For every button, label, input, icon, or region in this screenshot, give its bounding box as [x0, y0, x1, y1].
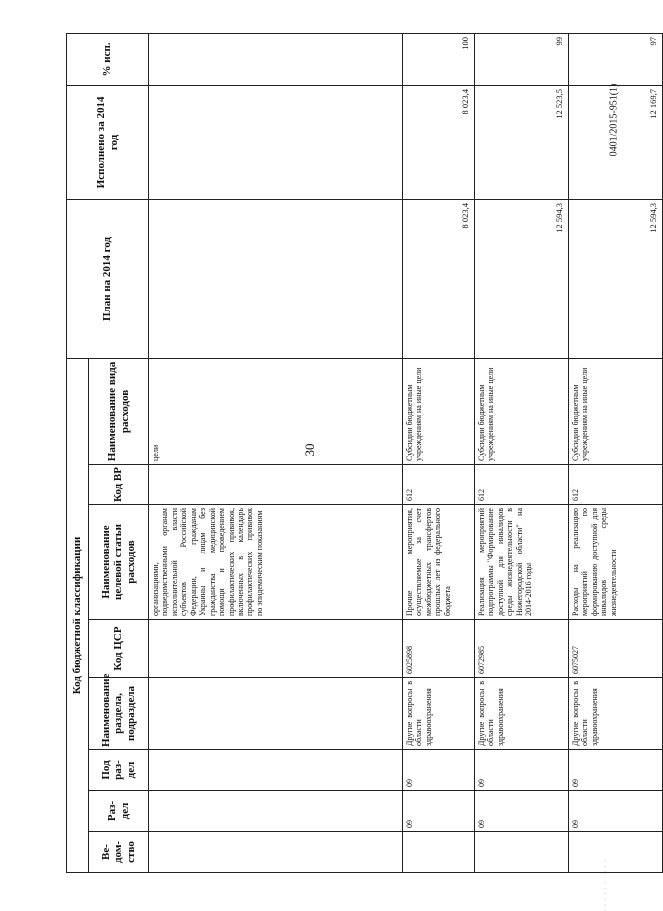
- document-code: 0401/2015-951(1): [608, 83, 620, 157]
- csr-name-cell: Расходы на реализацию мероприятий по формированию доступной для инвалидов среды жизнедеятельности: [569, 505, 663, 620]
- fact-cell: 12 523,5: [475, 85, 569, 199]
- vr-name-cell: Субсидии бюджетным учреждениям на иные цели: [475, 358, 569, 464]
- vr-cell: 612: [475, 465, 569, 505]
- csr-name-cell: Реализация мероприятий подпрограммы "Формирование доступной для инвалидов среды жизнедеятельности в Нижегородской области" на 2014-2016 годы: [475, 505, 569, 620]
- vr-name-cell: цели: [149, 358, 403, 464]
- podrazdel-cell: 09: [403, 750, 475, 791]
- percent-cell: 99: [475, 33, 569, 85]
- vedomstvo-cell: [475, 832, 569, 873]
- csr-header: Код ЦСР: [89, 620, 149, 678]
- csr-cell: 6075027: [569, 620, 663, 678]
- vedomstvo-cell: [149, 832, 403, 873]
- razdel-name-cell: Другие вопросы в области здравоохранения: [475, 678, 569, 750]
- scan-mark: · · · · · · · · · ·: [603, 858, 610, 911]
- razdel-name-cell: Другие вопросы в области здравоохранения: [403, 678, 475, 750]
- razdel-cell: 09: [403, 791, 475, 832]
- razdel-cell: 09: [569, 791, 663, 832]
- plan-header: План на 2014 год: [67, 199, 149, 358]
- plan-cell: [149, 199, 403, 358]
- vr-name-cell: Субсидии бюджетным учреждениям на иные цели: [403, 358, 475, 464]
- fact-cell: [149, 85, 403, 199]
- csr-name-cell: Прочие мероприятия, осуществляемые за счет межбюджетных трансфертов прошлых лет из федерального бюджета: [403, 505, 475, 620]
- fact-header: Исполнено за 2014 год: [67, 85, 149, 199]
- page-number: 30: [302, 443, 317, 457]
- razdel-name-header: Наименование раздела, подраздела: [89, 678, 149, 750]
- razdel-name-cell: Другие вопросы в области здравоохранения: [569, 678, 663, 750]
- csr-cell: [149, 620, 403, 678]
- podrazdel-header: Под раз-дел: [89, 750, 149, 791]
- csr-name-cell: организациями, подведомственными органам исполнительной власти субъектов Российской Федерации, гражданам Украины и лицам без гражданства медицинской помощи и проведением профилактических прививок, включенных в календарь профилактических прививок по эпидемическим показаниям: [149, 505, 403, 620]
- vr-header: Код ВР: [89, 465, 149, 505]
- fact-cell: 12 169,7: [569, 85, 663, 199]
- vr-cell: 612: [569, 465, 663, 505]
- podrazdel-cell: [149, 750, 403, 791]
- razdel-cell: 09: [475, 791, 569, 832]
- razdel-header: Раз-дел: [89, 791, 149, 832]
- percent-cell: 100: [403, 33, 475, 85]
- plan-cell: 12 594,3: [475, 199, 569, 358]
- vedomstvo-cell: [569, 832, 663, 873]
- podrazdel-cell: 09: [475, 750, 569, 791]
- vedomstvo-cell: [403, 832, 475, 873]
- vedomstvo-header: Ве-дом-ство: [89, 832, 149, 873]
- budget-table: [66, 33, 663, 873]
- razdel-name-cell: [149, 678, 403, 750]
- vr-name-header: Наименование вида расходов: [89, 358, 149, 464]
- classification-group-header: Код бюджетной классификации: [67, 358, 89, 872]
- csr-cell: 6025898: [403, 620, 475, 678]
- percent-cell: [149, 33, 403, 85]
- table-row: [475, 33, 569, 872]
- plan-cell: 12 594,3: [569, 199, 663, 358]
- percent-cell: 97: [569, 33, 663, 85]
- vr-cell: [149, 465, 403, 505]
- csr-cell: 6072985: [475, 620, 569, 678]
- table-row: [149, 33, 403, 872]
- csr-name-header: Наименование целевой статьи расходов: [89, 505, 149, 620]
- plan-cell: 8 023,4: [403, 199, 475, 358]
- razdel-cell: [149, 791, 403, 832]
- table-row: [569, 33, 663, 872]
- percent-header: % исп.: [67, 33, 149, 85]
- fact-cell: 8 023,4: [403, 85, 475, 199]
- table-row: [403, 33, 475, 872]
- vr-name-cell: Субсидии бюджетным учреждениям на иные цели: [569, 358, 663, 464]
- podrazdel-cell: 09: [569, 750, 663, 791]
- vr-cell: 612: [403, 465, 475, 505]
